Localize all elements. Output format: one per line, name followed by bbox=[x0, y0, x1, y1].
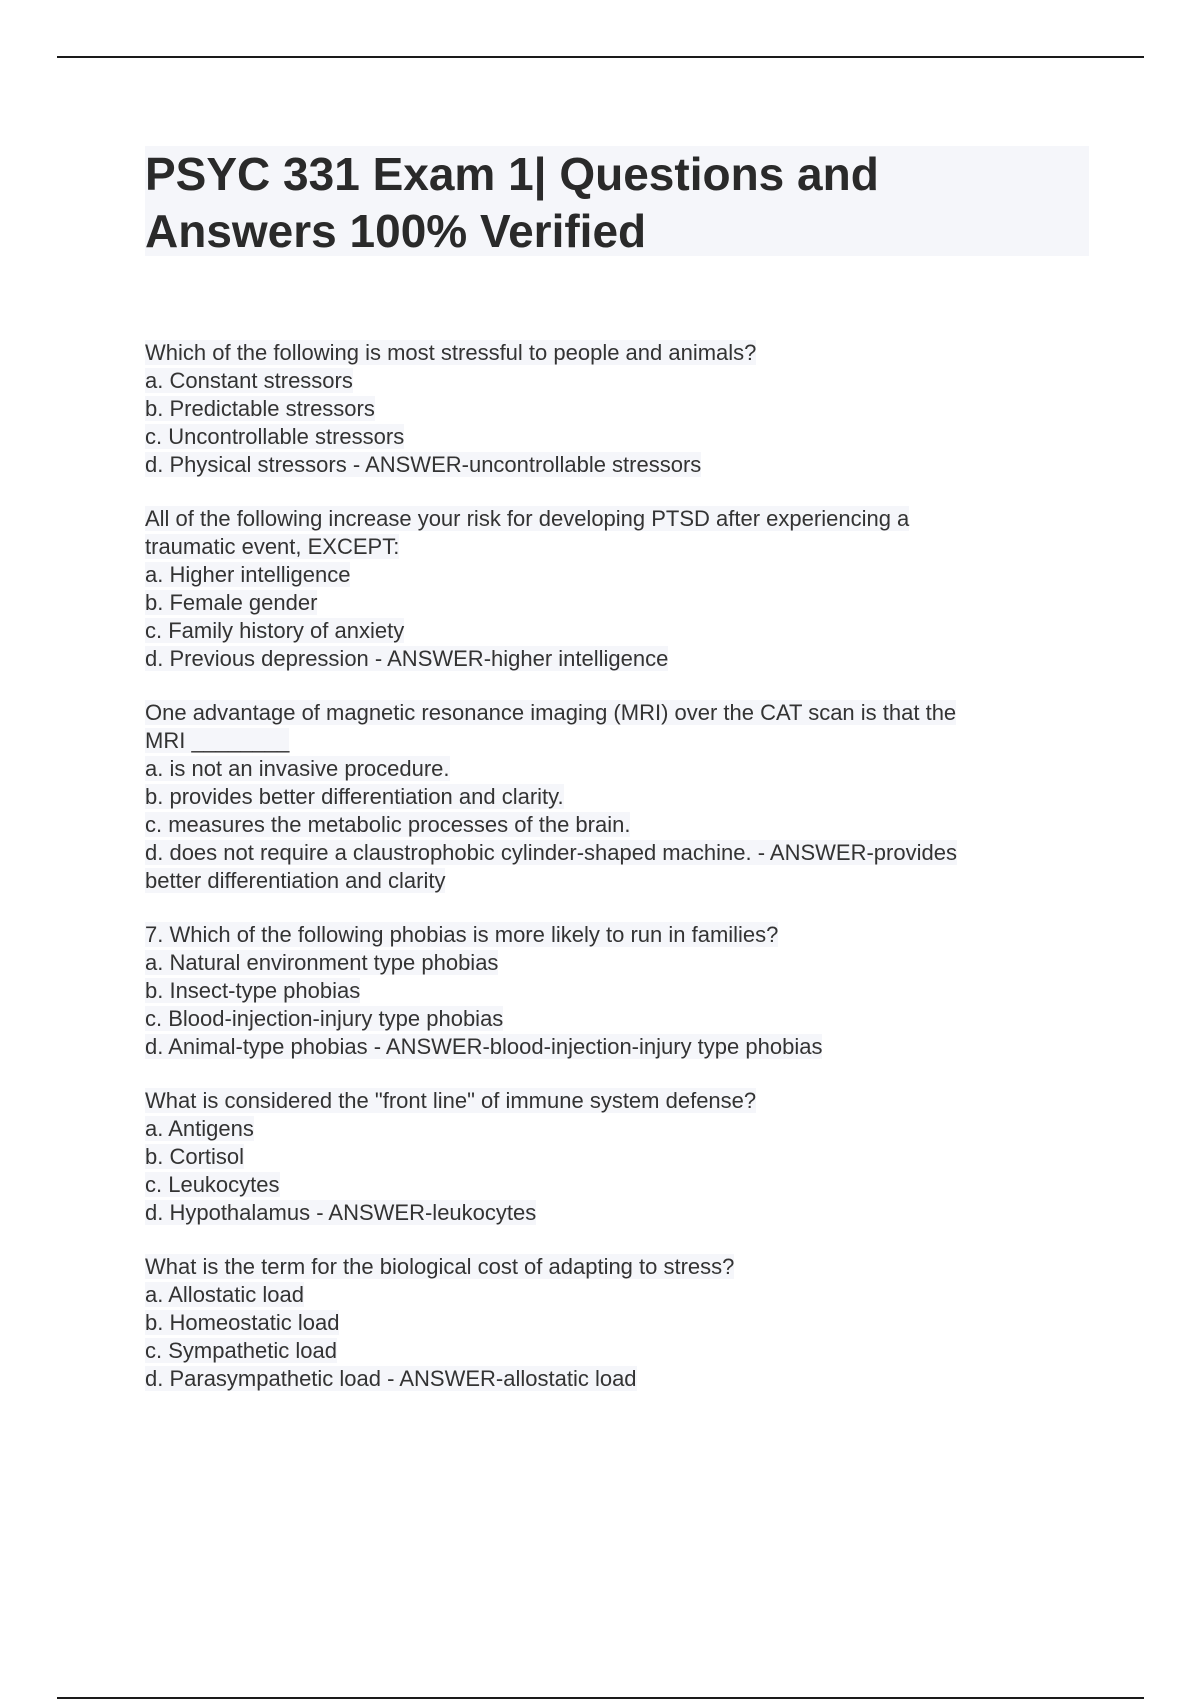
top-rule bbox=[57, 56, 1144, 58]
option-a: a. Antigens bbox=[145, 1116, 254, 1141]
question-text: What is considered the "front line" of immune system defense? bbox=[145, 1088, 757, 1113]
option-a: a. Allostatic load bbox=[145, 1282, 304, 1307]
question-text-line-2: MRI ________ bbox=[145, 728, 290, 753]
option-b: b. Predictable stressors bbox=[145, 396, 375, 421]
option-d-answer-continuation: better differentiation and clarity bbox=[145, 868, 446, 893]
question-text-line-1: All of the following increase your risk for developing PTSD after experiencing a bbox=[145, 506, 910, 531]
option-c: c. Uncontrollable stressors bbox=[145, 424, 405, 449]
question-text-line-1: One advantage of magnetic resonance imaging (MRI) over the CAT scan is that the bbox=[145, 700, 957, 725]
option-c: c. Blood-injection-injury type phobias bbox=[145, 1006, 504, 1031]
question-block-2 bbox=[145, 505, 1065, 673]
question-block-4 bbox=[145, 921, 1065, 1061]
title-line-2: Answers 100% Verified bbox=[145, 205, 647, 257]
option-c: c. Leukocytes bbox=[145, 1172, 280, 1197]
question-block-3 bbox=[145, 699, 1065, 895]
option-d-answer: d. Animal-type phobias - ANSWER-blood-injection-injury type phobias bbox=[145, 1034, 823, 1059]
option-b: b. provides better differentiation and clarity. bbox=[145, 784, 564, 809]
option-c: c. measures the metabolic processes of the brain. bbox=[145, 812, 631, 837]
option-d-answer: d. does not require a claustrophobic cylinder-shaped machine. - ANSWER-provides bbox=[145, 840, 957, 865]
option-b: b. Cortisol bbox=[145, 1144, 245, 1169]
bottom-rule bbox=[57, 1697, 1144, 1699]
question-text: Which of the following is most stressful to people and animals? bbox=[145, 340, 757, 365]
title-line-1: PSYC 331 Exam 1| Questions and bbox=[145, 148, 879, 200]
option-c: c. Sympathetic load bbox=[145, 1338, 337, 1363]
option-c: c. Family history of anxiety bbox=[145, 618, 405, 643]
option-d-answer: d. Previous depression - ANSWER-higher intelligence bbox=[145, 646, 669, 671]
option-b: b. Female gender bbox=[145, 590, 318, 615]
question-list bbox=[145, 339, 1065, 1419]
option-d-answer: d. Parasympathetic load - ANSWER-allostatic load bbox=[145, 1366, 637, 1391]
question-text: 7. Which of the following phobias is more likely to run in families? bbox=[145, 922, 779, 947]
option-a: a. Constant stressors bbox=[145, 368, 353, 393]
document-title bbox=[145, 146, 1065, 260]
question-text-line-2: traumatic event, EXCEPT: bbox=[145, 534, 400, 559]
option-a: a. Natural environment type phobias bbox=[145, 950, 499, 975]
question-block-1 bbox=[145, 339, 1065, 479]
option-a: a. Higher intelligence bbox=[145, 562, 351, 587]
question-block-6 bbox=[145, 1253, 1065, 1393]
option-d-answer: d. Hypothalamus - ANSWER-leukocytes bbox=[145, 1200, 537, 1225]
option-d-answer: d. Physical stressors - ANSWER-uncontrollable stressors bbox=[145, 452, 702, 477]
option-a: a. is not an invasive procedure. bbox=[145, 756, 450, 781]
question-block-5 bbox=[145, 1087, 1065, 1227]
question-text: What is the term for the biological cost of adapting to stress? bbox=[145, 1254, 735, 1279]
option-b: b. Homeostatic load bbox=[145, 1310, 340, 1335]
option-b: b. Insect-type phobias bbox=[145, 978, 361, 1003]
